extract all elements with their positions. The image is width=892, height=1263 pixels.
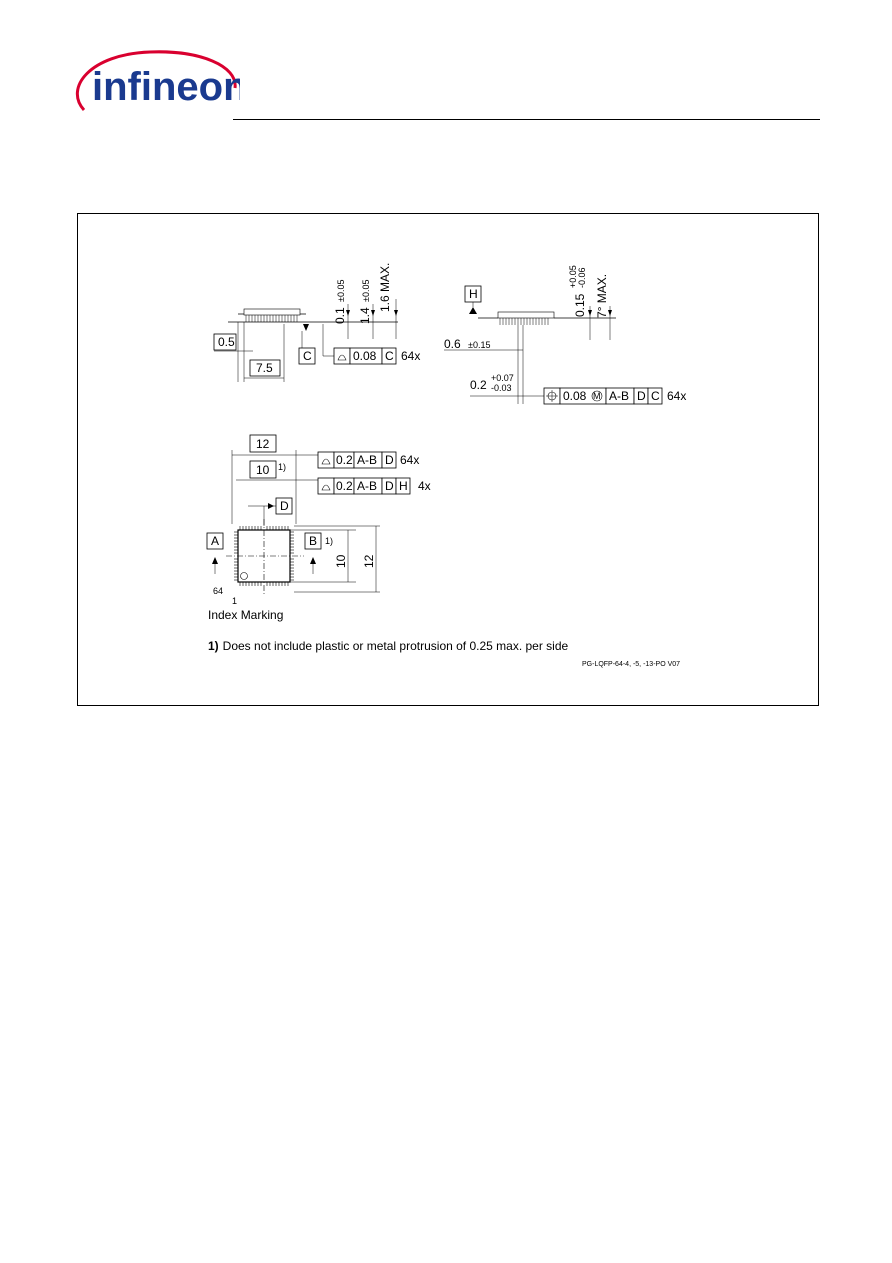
tol-position-ref3: C: [651, 389, 660, 403]
dim-body-height-note: 1): [325, 536, 334, 546]
tol-flatness-count: 64x: [401, 349, 421, 363]
tol-profile2-ref1: A-B: [357, 479, 378, 493]
footnote-marker: 1): [208, 639, 219, 653]
dim-foot-length: 0.6: [444, 337, 461, 351]
tol-position-value: 0.08: [563, 389, 587, 403]
tol-profile1-ref1: A-B: [357, 453, 378, 467]
dim-max-height: 1.6 MAX.: [378, 262, 392, 312]
dim-lead-thickness-tol-plus: +0.05: [568, 265, 578, 288]
dim-body-height: 10: [334, 554, 348, 568]
dim-body-height-tol: ±0.05: [361, 279, 371, 302]
tol-profile2-ref2: D: [385, 479, 394, 493]
footnote: [208, 639, 569, 653]
dim-lead-width-tol-minus: -0.03: [491, 383, 512, 393]
tol-profile2-count: 4x: [418, 479, 431, 493]
side-view-right: [444, 265, 686, 404]
side-view-left: [214, 263, 420, 382]
dim-lead-width: 0.2: [470, 378, 487, 392]
dim-lead-thickness: 0.15: [573, 293, 587, 317]
dim-thickness-tol: ±0.05: [336, 279, 346, 302]
tol-flatness-ref: C: [385, 349, 394, 363]
datum-h: H: [469, 287, 478, 301]
infineon-logo: [70, 48, 240, 124]
tol-profile1-value: 0.2: [336, 453, 353, 467]
tol-position-ref2: D: [637, 389, 646, 403]
dim-angle: 7° MAX.: [595, 273, 609, 318]
tol-profile2-value: 0.2: [336, 479, 353, 493]
datum-b: B: [309, 534, 318, 548]
pin-label-1: 1: [232, 596, 238, 606]
dim-body-width-note: 1): [278, 462, 287, 472]
dim-lead-thickness-tol-minus: -0.06: [577, 267, 587, 288]
tol-profile1-count: 64x: [400, 453, 420, 467]
header-rule: [233, 119, 820, 120]
dim-lead-pitch: 0.5: [218, 335, 235, 349]
dim-body-height: 1.4: [358, 307, 372, 324]
dim-thickness: 0.1: [333, 307, 347, 324]
tol-flatness-value: 0.08: [353, 349, 377, 363]
drawing-id: PG-LQFP-64-4, -5, -13-PO V07: [582, 661, 681, 668]
index-marking-label: Index Marking: [208, 608, 284, 622]
datum-d: D: [280, 499, 289, 513]
tol-profile2-ref3: H: [399, 479, 408, 493]
dim-lead-width-tol-plus: +0.07: [491, 373, 514, 383]
tol-position-count: 64x: [667, 389, 687, 403]
pin-label-64: 64: [213, 586, 224, 596]
package-drawing: [77, 213, 819, 706]
dim-body-width: 10: [256, 463, 270, 477]
footnote-text: Does not include plastic or metal protrusion of 0.25 max. per side: [222, 639, 569, 653]
logo-wordmark: infineon: [92, 65, 240, 109]
dim-half-width: 7.5: [256, 361, 273, 375]
dim-outer-height: 12: [362, 554, 376, 568]
tol-profile1-ref2: D: [385, 453, 394, 467]
tol-position-ref1: A-B: [609, 389, 630, 403]
dim-outer-width: 12: [256, 437, 270, 451]
tol-position-modifier: M: [593, 391, 601, 401]
top-view: [207, 435, 431, 622]
datum-c: C: [303, 349, 312, 363]
datum-a: A: [211, 534, 220, 548]
dim-foot-length-tol: ±0.15: [468, 340, 491, 350]
